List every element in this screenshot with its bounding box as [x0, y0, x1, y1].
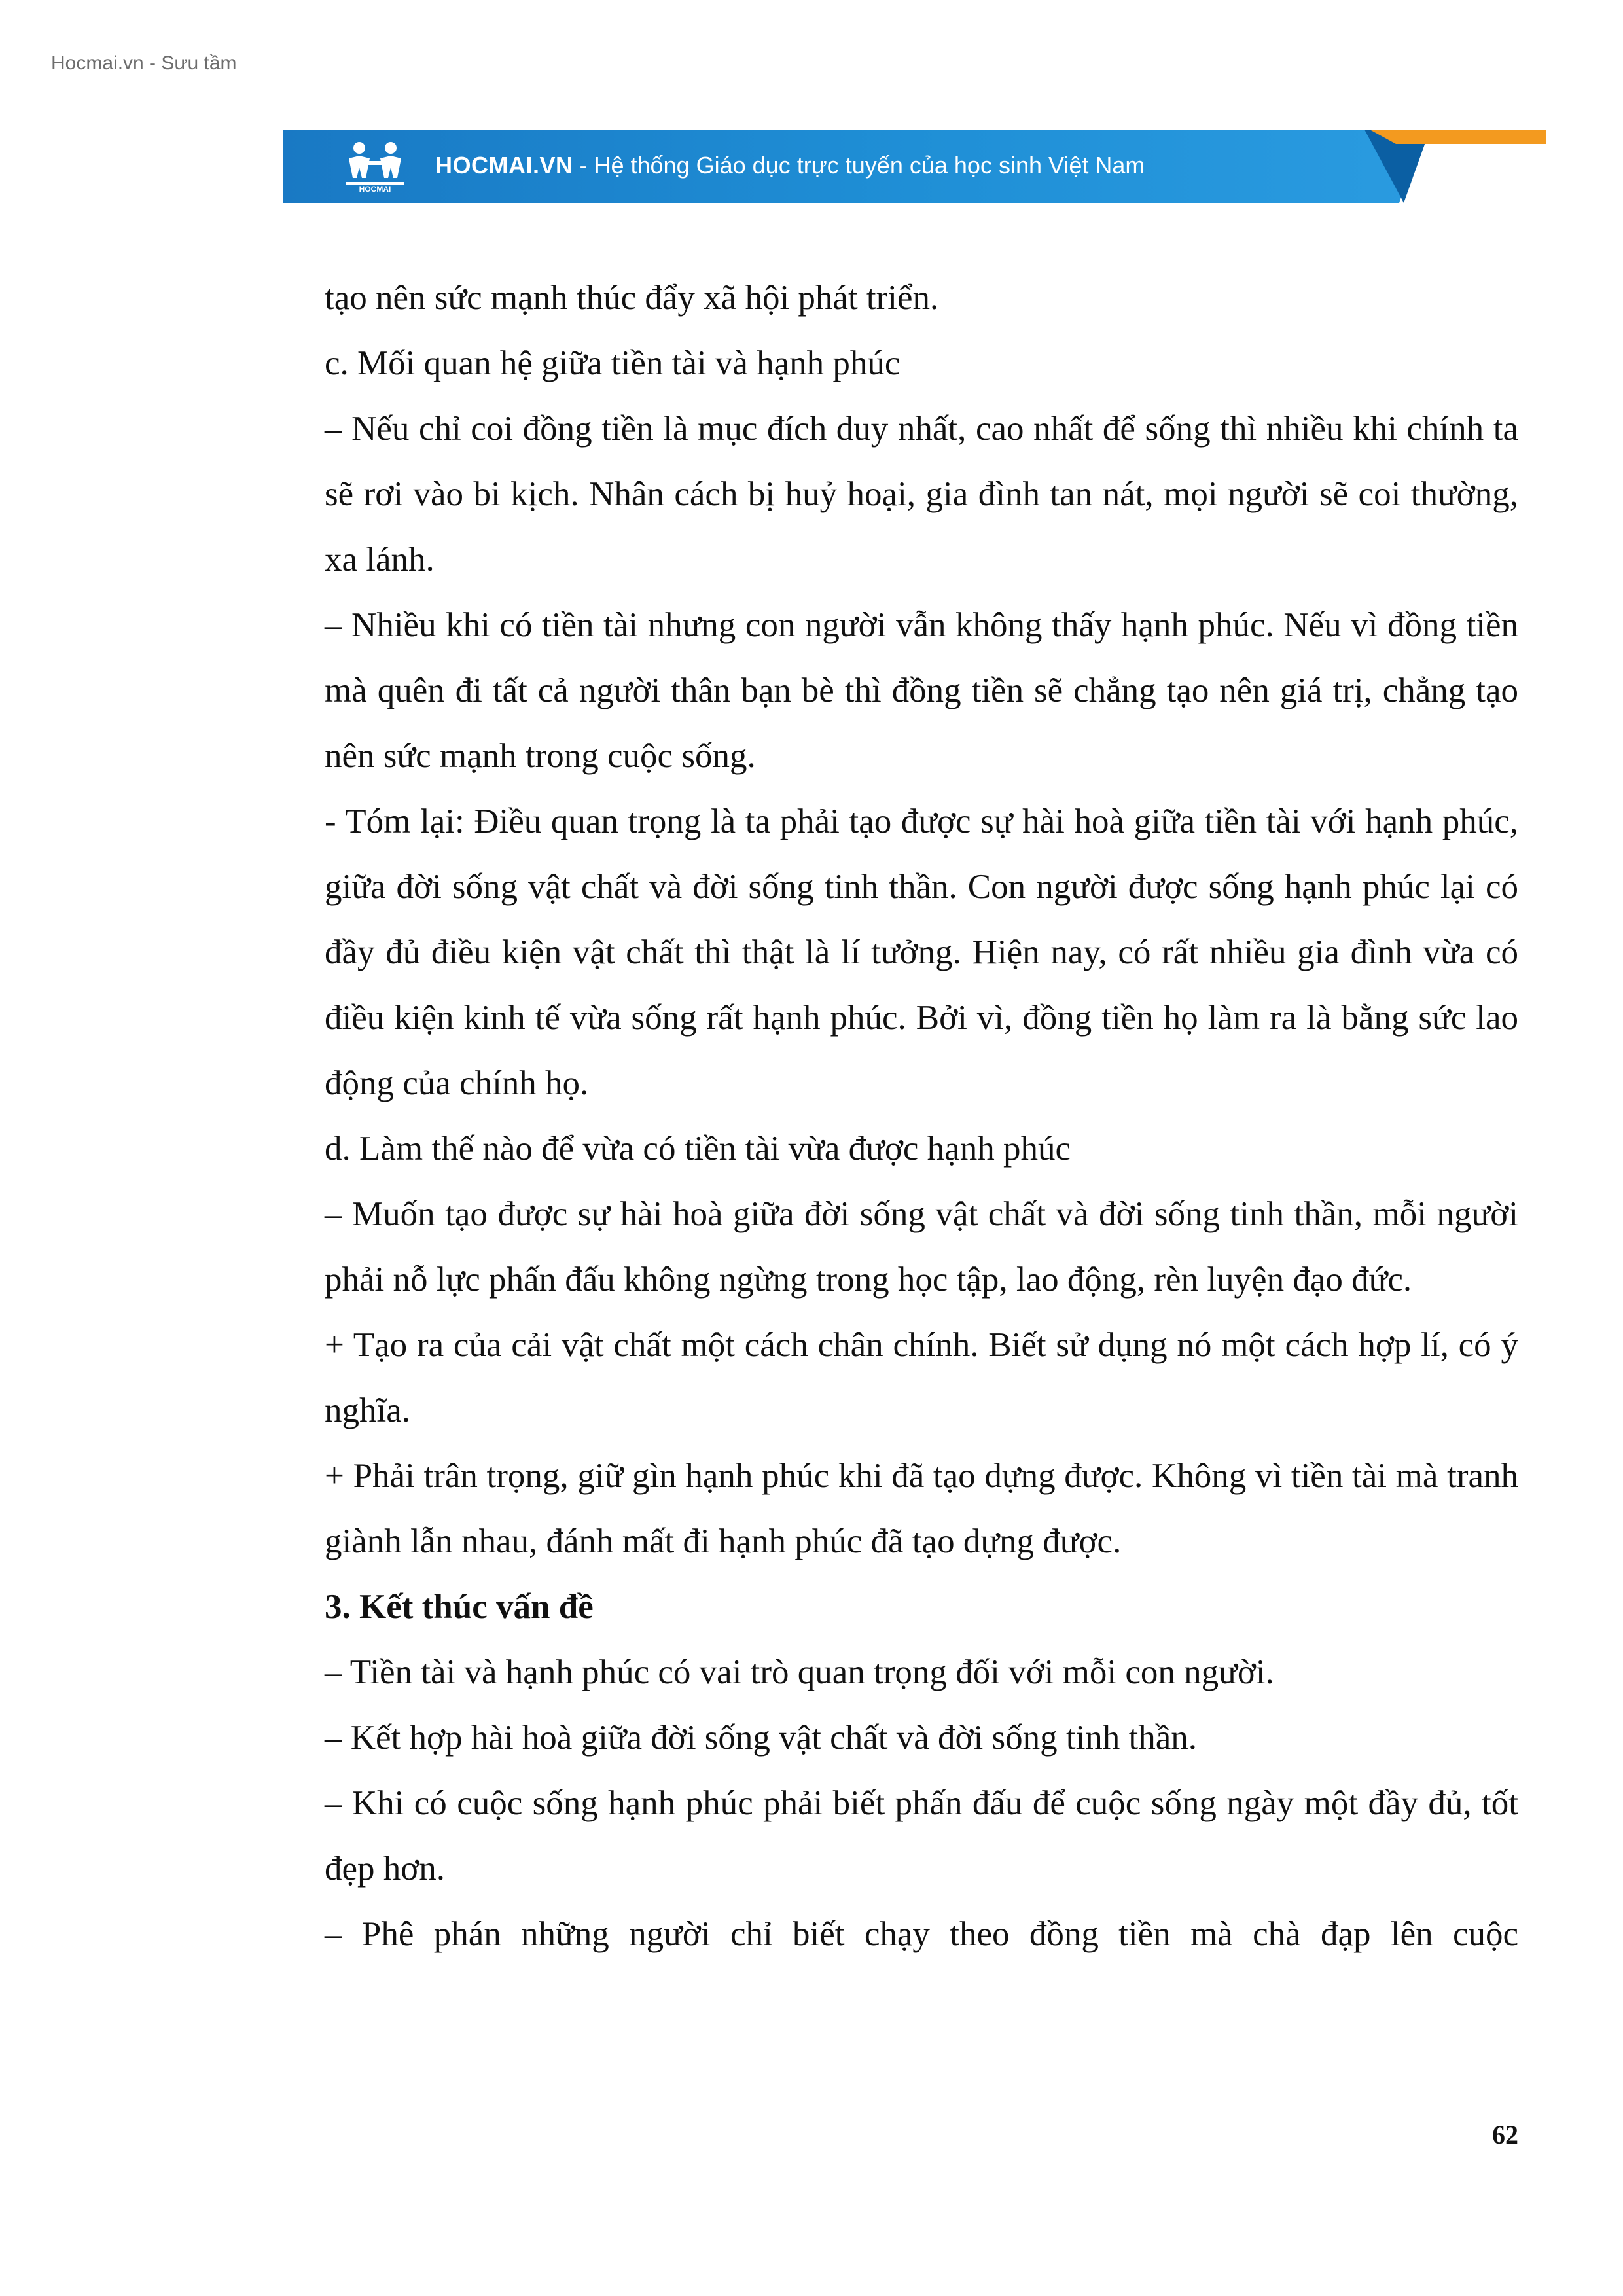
logo-caption: HOCMAI	[359, 185, 391, 194]
section-heading-d: d. Làm thế nào để vừa có tiền tài vừa được hạnh phúc	[325, 1130, 1071, 1168]
paragraph: – Nhiều khi có tiền tài nhưng con người vẫn không thấy hạnh phúc. Nếu vì đồng tiền mà quên đi tất cả người thân bạn bè thì đồng tiền sẽ chẳng tạo nên giá trị, chẳng tạo nên sức mạnh trong cuộc sống.	[325, 606, 1518, 775]
paragraph: tạo nên sức mạnh thúc đẩy xã hội phát triển.	[325, 279, 939, 317]
paragraph: + Phải trân trọng, giữ gìn hạnh phúc khi đã tạo dựng được. Không vì tiền tài mà tranh giành lẫn nhau, đánh mất đi hạnh phúc đã tạo dựng được.	[325, 1457, 1518, 1560]
source-note: Hocmai.vn - Sưu tầm	[51, 52, 237, 74]
paragraph: – Muốn tạo được sự hài hoà giữa đời sống vật chất và đời sống tinh thần, mỗi người phải nỗ lực phấn đấu không ngừng trong học tập, lao động, rèn luyện đạo đức.	[325, 1195, 1518, 1299]
paragraph: - Tóm lại: Điều quan trọng là ta phải tạo được sự hài hoà giữa tiền tài với hạnh phúc, giữa đời sống vật chất và đời sống tinh thần. Con người được sống hạnh phúc lại có đầy đủ điều kiện vật chất thì thật là lí tưởng. Hiện nay, có rất nhiều gia đình vừa có điều kiện kinh tế vừa sống rất hạnh phúc. Bởi vì, đồng tiền họ làm ra là bằng sức lao động của chính họ.	[325, 802, 1518, 1102]
section-heading-c: c. Mối quan hệ giữa tiền tài và hạnh phúc	[325, 344, 901, 382]
heading-3: 3. Kết thúc vấn đề	[325, 1588, 594, 1626]
hocmai-logo	[344, 139, 406, 196]
document-body	[325, 265, 1518, 1967]
brand-name: HOCMAI.VN	[435, 152, 573, 179]
conclusion-item: – Khi có cuộc sống hạnh phúc phải biết phấn đấu để cuộc sống ngày một đầy đủ, tốt đẹp hơn.	[325, 1784, 1518, 1888]
conclusion-item: – Phê phán những người chỉ biết chạy theo đồng tiền mà chà đạp lên cuộc	[325, 1915, 1518, 1953]
header-banner	[283, 130, 1546, 203]
paragraph: – Nếu chỉ coi đồng tiền là mục đích duy nhất, cao nhất để sống thì nhiều khi chính ta sẽ rơi vào bi kịch. Nhân cách bị huỷ hoại, gia đình tan nát, mọi người sẽ coi thường, xa lánh.	[325, 410, 1518, 579]
conclusion-item: – Kết hợp hài hoà giữa đời sống vật chất và đời sống tinh thần.	[325, 1719, 1198, 1757]
conclusion-item: – Tiền tài và hạnh phúc có vai trò quan trọng đối với mỗi con người.	[325, 1653, 1274, 1691]
page-number: 62	[1492, 2120, 1518, 2149]
banner-title	[435, 152, 1145, 179]
brand-tagline: - Hệ thống Giáo dục trực tuyến của học sinh Việt Nam	[573, 152, 1145, 179]
paragraph: + Tạo ra của cải vật chất một cách chân chính. Biết sử dụng nó một cách hợp lí, có ý nghĩa.	[325, 1326, 1518, 1429]
